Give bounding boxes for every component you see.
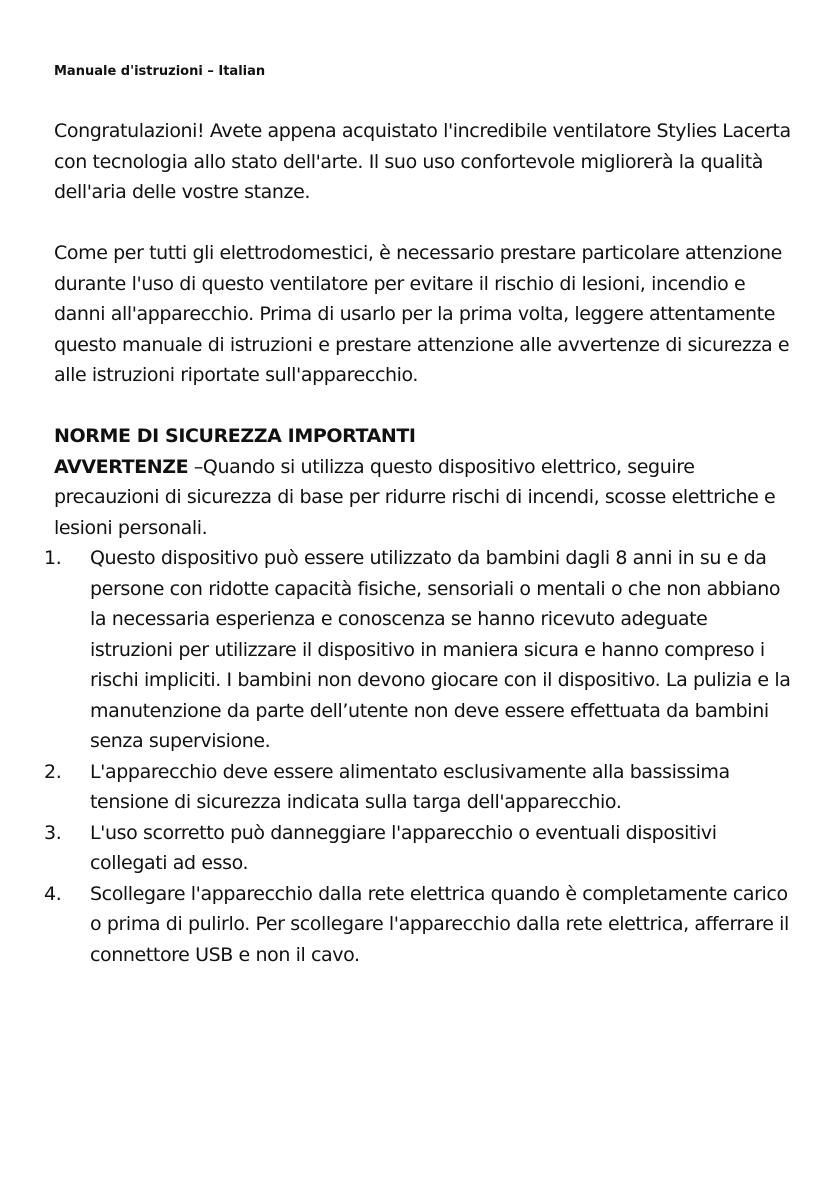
warning-text: –Quando si utilizza questo dispositivo elettrico, seguire precauzioni di sicurezza di base per ridurre rischi di incendi, scosse elettriche e lesioni personali. (54, 455, 776, 539)
list-item-text: L'uso scorretto può danneggiare l'apparecchio o eventuali dispositivi collegati ad esso. (90, 821, 717, 874)
list-item (44, 757, 794, 818)
warning-label: AVVERTENZE (54, 455, 189, 478)
page-header: Manuale d'istruzioni – Italian (54, 64, 266, 79)
safety-rules-list (44, 543, 794, 970)
list-item-number: 3. (44, 821, 62, 844)
warning-paragraph (54, 452, 794, 544)
list-item-number: 1. (44, 547, 62, 569)
list-item-text: L'apparecchio deve essere alimentato esclusivamente alla bassissima tensione di sicurezza indicata sulla targa dell'apparecchio. (90, 760, 730, 813)
list-item (44, 818, 794, 879)
section-title: NORME DI SICUREZZA IMPORTANTI (54, 425, 416, 447)
list-item-text: Questo dispositivo può essere utilizzato da bambini dagli 8 anni in su e da persone con ridotte capacità fisiche, sensoriali o mentali o che non abbiano la necessaria esperienza e conoscenza se hanno ricevuto adeguate istruzioni per utilizzare il dispositivo in maniera sicura e hanno compreso i rischi impliciti. I bambini non devono giocare con il dispositivo. La pulizia e la manutenzione da parte dell’utente non deve essere effettuata da bambini senza supervisione. (90, 547, 791, 752)
intro-paragraph-1: Congratulazioni! Avete appena acquistato l'incredibile ventilatore Stylies Lacerta con tecnologia allo stato dell'arte. Il suo uso confortevole migliorerà la qualità dell'aria delle vostre stanze. (54, 120, 791, 203)
intro-paragraph-2: Come per tutti gli elettrodomestici, è necessario prestare particolare attenzione durante l'uso di questo ventilatore per evitare il rischio di lesioni, incendio e danni all'apparecchio. Prima di usarlo per la prima volta, leggere attentamente questo manuale di istruzioni e prestare attenzione alle avvertenze di sicurezza e alle istruzioni riportate sull'apparecchio. (54, 242, 790, 386)
list-item-text: Scollegare l'apparecchio dalla rete elettrica quando è completamente carico o prima di pulirlo. Per scollegare l'apparecchio dalla rete elettrica, afferrare il connettore USB e non il cavo. (90, 882, 789, 966)
list-item (44, 879, 794, 971)
page-content (44, 116, 794, 970)
list-item (44, 543, 794, 757)
list-item-number: 4. (44, 882, 62, 905)
list-item-number: 2. (44, 760, 62, 783)
